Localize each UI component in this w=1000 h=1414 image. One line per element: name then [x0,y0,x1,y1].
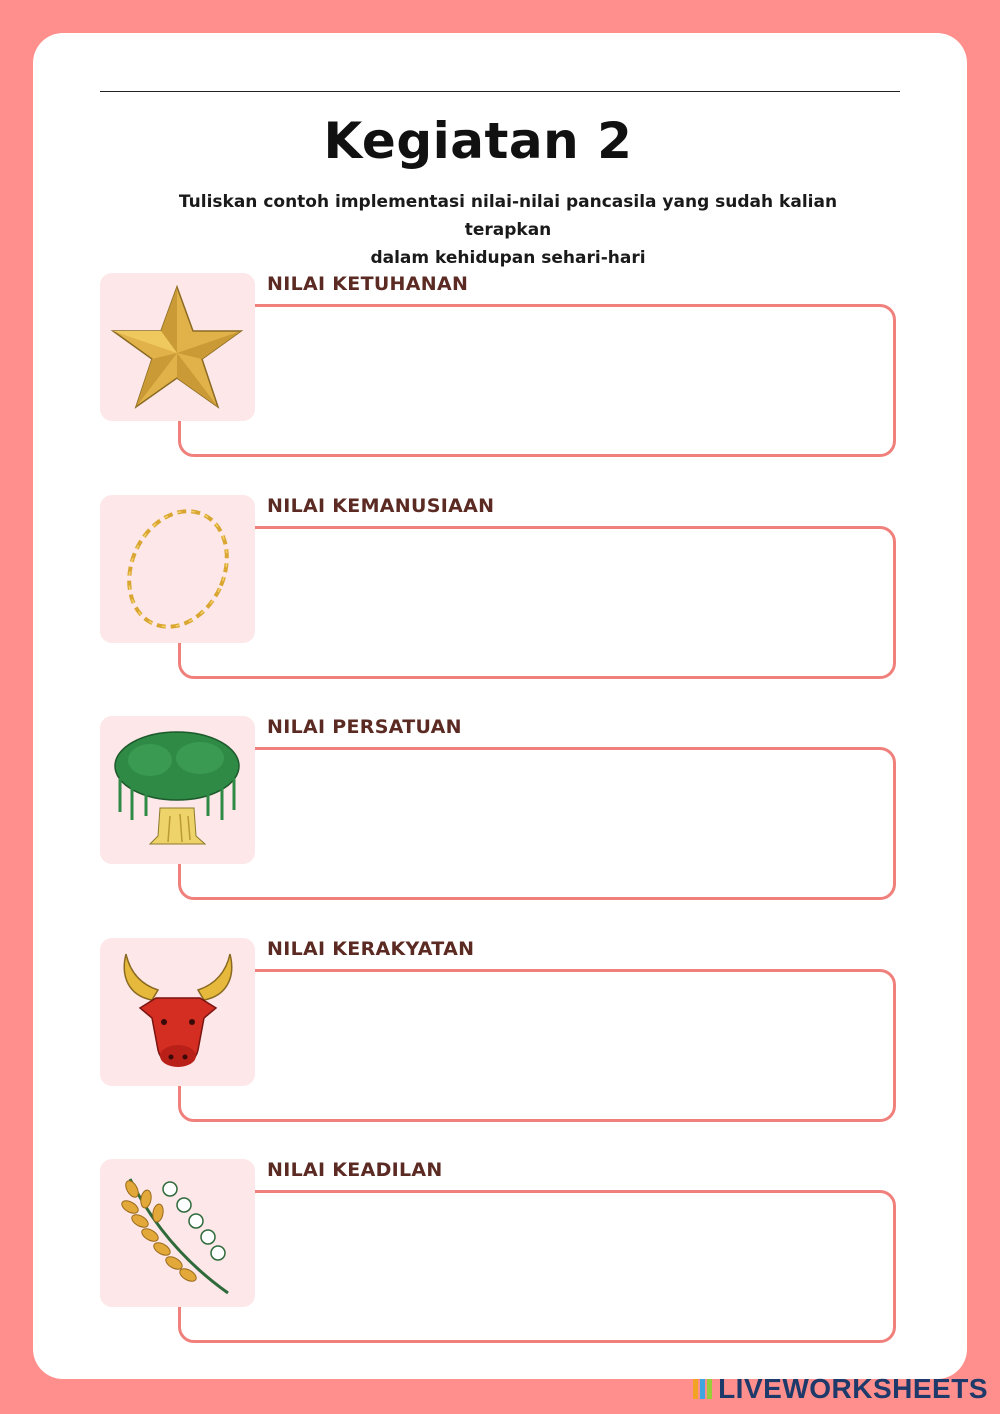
section-kerakyatan [0,938,1000,1128]
instruction-line-2: dalam kehidupan sehari-hari [370,248,646,268]
top-divider [100,91,900,92]
banyan-tree-icon [100,716,255,864]
answer-box-keadilan[interactable] [178,1190,896,1343]
instruction-line-1: Tuliskan contoh implementasi nilai-nilai pancasila yang sudah kalian terapkan [178,192,838,240]
answer-box-persatuan[interactable] [178,747,896,900]
icon-tile [100,938,255,1086]
answer-box-ketuhanan[interactable] [178,304,896,457]
answer-box-kerakyatan[interactable] [178,969,896,1122]
section-persatuan [0,716,1000,906]
icon-tile [100,495,255,643]
bull-head-icon [100,938,255,1086]
section-label: NILAI KETUHANAN [267,273,469,295]
instruction-text [150,188,866,272]
icon-tile [100,1159,255,1307]
icon-tile [100,716,255,864]
section-kemanusiaan [0,495,1000,685]
star-icon [100,273,255,421]
section-keadilan [0,1159,1000,1349]
icon-tile [100,273,255,421]
chain-icon [100,495,255,643]
section-ketuhanan [0,273,1000,463]
liveworksheets-logo [692,1374,988,1404]
liveworksheets-mark-icon [692,1377,714,1401]
section-label: NILAI KEMANUSIAAN [267,495,495,517]
section-label: NILAI KERAKYATAN [267,938,475,960]
section-label: NILAI KEADILAN [267,1159,443,1181]
brand-name: LIVEWORKSHEETS [718,1373,988,1404]
rice-cotton-icon [100,1159,255,1307]
answer-box-kemanusiaan[interactable] [178,526,896,679]
section-label: NILAI PERSATUAN [267,716,462,738]
page-title: Kegiatan 2 [323,112,633,170]
